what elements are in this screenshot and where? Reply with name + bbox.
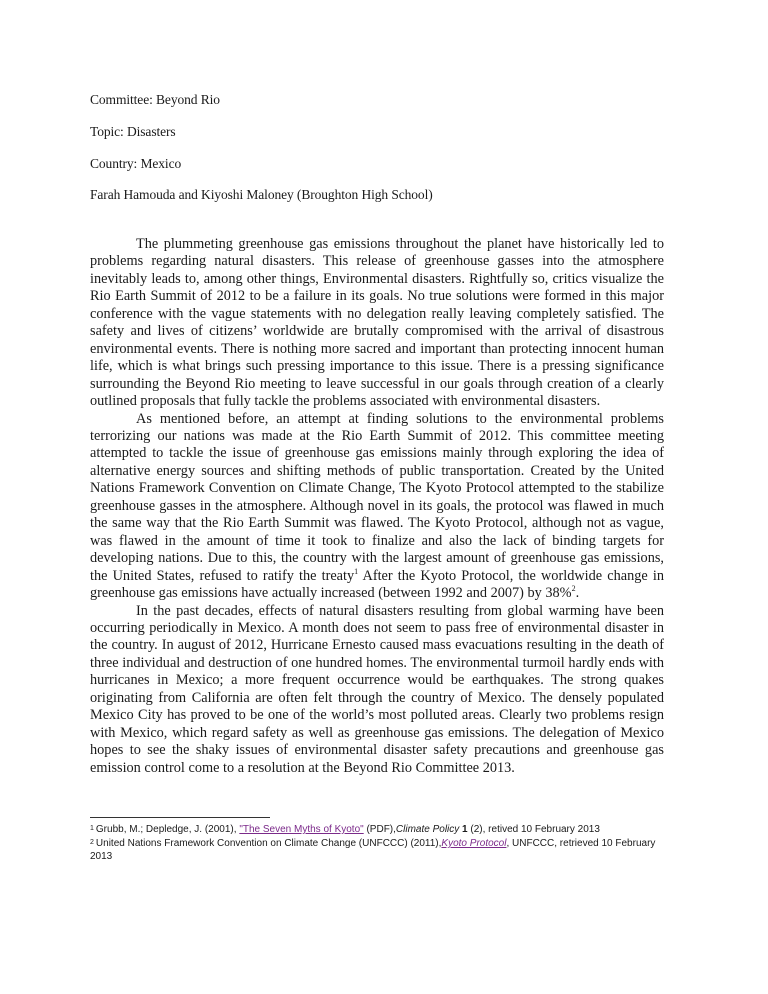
footnote-1-mark: 1 [90, 825, 94, 832]
footnote-1-journal: Climate Policy [395, 824, 460, 835]
footnote-2-retrieved: , UNFCCC, retrieved 10 February 2013 [90, 838, 656, 862]
footnote-2-mark: 2 [90, 839, 94, 846]
footnote-2-link[interactable]: Kyoto Protocol [441, 838, 507, 849]
country-line: Country: Mexico [90, 156, 182, 171]
essay-body [90, 236, 664, 777]
footnote-2 [90, 836, 670, 863]
authors-line: Farah Hamouda and Kiyoshi Maloney (Broughton High School) [90, 187, 433, 202]
paragraph-2-text-b: After the Kyoto Protocol, the worldwide change in greenhouse gas emissions have actually increased (between 1992 and 2007) by 38% [90, 567, 664, 602]
footnote-1-link[interactable]: "The Seven Myths of Kyoto" [239, 824, 364, 835]
paragraph-1: The plummeting greenhouse gas emissions throughout the planet have historically led to problems regarding natural disasters. This release of greenhouse gasses into the atmosphere inevitably leads to, among other things, Environmental disasters. Rightfully so, critics visualize the Rio Earth Summit of 2012 to be a failure in its goals. No true solutions were formed in this major conference with the vague statements with no delegation really leaving completely satisfied. The safety and lives of citizens’ worldwide are brutally compromised with the arrival of disastrous environmental events. There is nothing more sacred and important than protecting innocent human life, which is what brings such pressing importance to this issue. There is a pressing significance surrounding the Beyond Rio meeting to leave successful in our goals through creation of a clearly outlined proposals that fully tackle the problems associated with environmental disasters. [90, 236, 664, 410]
footnote-separator [90, 817, 270, 818]
topic-line: Topic: Disasters [90, 124, 176, 139]
paragraph-2-text-a: As mentioned before, an attempt at finding solutions to the environmental problems terrorizing our nations was made at the Rio Earth Summit of 2012. This committee meeting attempted to tackle the issue of greenhouse gas emissions mainly through exploring the idea of alternative energy sources and shifting methods of public transportation. Created by the United Nations Framework Convention on Climate Change, The Kyoto Protocol attempted to the stabilize greenhouse gasses in the atmosphere. Although novel in its goals, the protocol was flawed in much the same way that the Rio Earth Summit was flawed. The Kyoto Protocol, although not as vague, was flawed in the amount of time it took to finalize and also the lack of binding targets for developing nations. Due to this, the country with the largest amount of greenhouse gas emissions, the United States, refused to ratify the treaty [90, 410, 664, 584]
footnote-1 [90, 822, 670, 836]
committee-line: Committee: Beyond Rio [90, 92, 220, 107]
footnotes [90, 822, 670, 863]
footnote-ref-2[interactable]: 2 [571, 584, 576, 594]
footnote-2-authors: United Nations Framework Convention on Climate Change (UNFCCC) (2011), [95, 838, 442, 849]
footnote-1-format: (PDF), [363, 824, 396, 835]
footnote-1-retrieved: (2), retived 10 February 2013 [467, 824, 600, 835]
footnote-ref-1[interactable]: 1 [354, 566, 359, 576]
paragraph-3: In the past decades, effects of natural disasters resulting from global warming have been occurring periodically in Mexico. A month does not seem to pass free of environmental disaster in the country. In august of 2012, Hurricane Ernesto caused mass evacuations resulting in the death of three individual and destruction of one hundred homes. The environmental turmoil hardly ends with hurricanes in Mexico; a more frequent occurrence would be earthquakes. The strong quakes originating from California are often felt through the country of Mexico. The densely populated Mexico City has proved to be one of the world’s most polluted areas. Clearly two problems resign with Mexico, which regard safety as well as greenhouse gas emissions. The delegation of Mexico hopes to see the shaky issues of environmental disaster safety precautions and greenhouse gas emission control come to a resolution at the Beyond Rio Committee 2013. [90, 602, 664, 776]
footnote-1-volume: 1 [459, 824, 468, 835]
paragraph-2 [90, 411, 664, 603]
footnote-1-authors: Grubb, M.; Depledge, J. (2001), [95, 824, 240, 835]
paragraph-2-text-c: . [575, 585, 580, 602]
